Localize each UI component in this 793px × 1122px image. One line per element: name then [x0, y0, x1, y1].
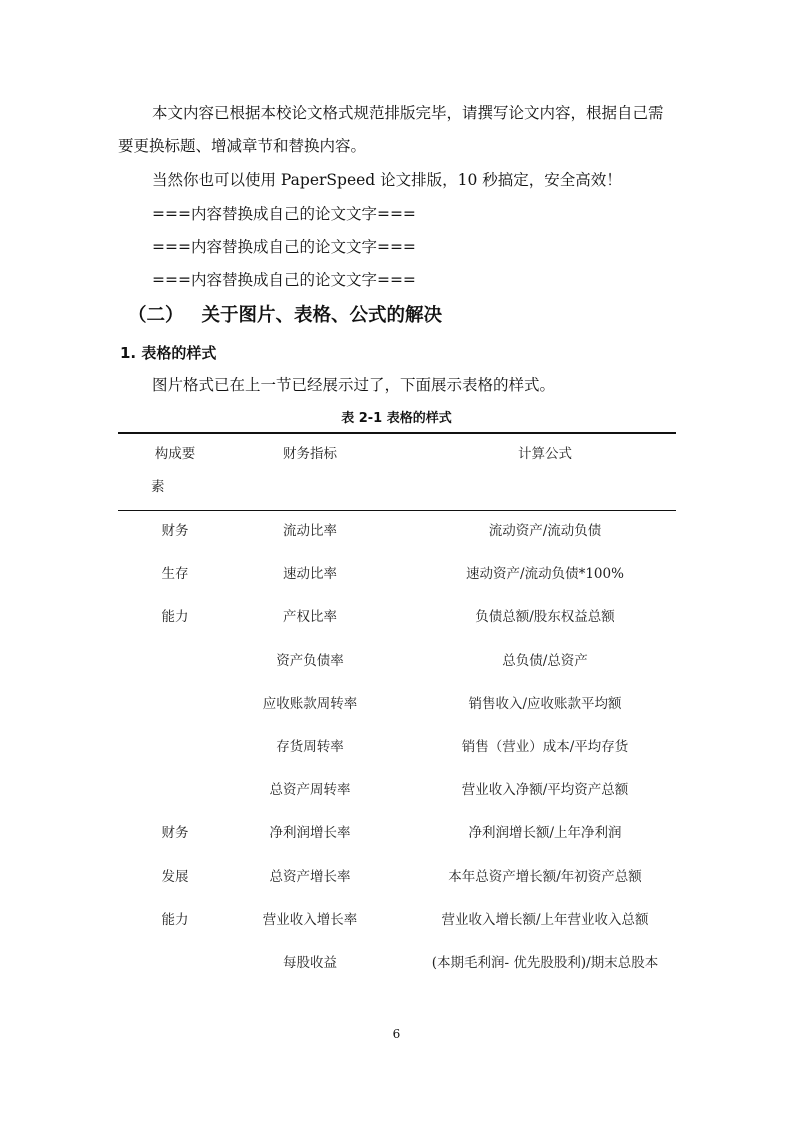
- group-cell: 能力: [161, 912, 189, 928]
- header-component-line1: 构成要: [154, 446, 196, 462]
- metric-cell: 流动比率: [283, 523, 337, 539]
- formula-cell: 营业收入增长额/上年营业收入总额: [441, 912, 649, 928]
- formula-cell: 负债总额/股东权益总额: [475, 609, 615, 625]
- group-cell: 生存: [161, 566, 189, 582]
- subsection-heading: 1. 表格的样式: [120, 344, 217, 362]
- metric-cell: 总资产周转率: [269, 782, 351, 798]
- header-metric: 财务指标: [283, 446, 337, 462]
- group-cell: 财务: [161, 825, 189, 841]
- body-paragraph: 图片格式已在上一节已经展示过了，下面展示表格的样式。: [152, 376, 556, 394]
- placeholder-line-3: ===内容替换成自己的论文文字===: [152, 271, 416, 289]
- formula-cell: 营业收入净额/平均资产总额: [461, 782, 629, 798]
- intro-line-3: 当然你也可以使用 PaperSpeed 论文排版，10 秒搞定，安全高效！: [152, 171, 622, 189]
- metric-cell: 总资产增长率: [269, 869, 351, 885]
- section-title: 关于图片、表格、公式的解决: [201, 305, 443, 326]
- table-header-rule: [118, 510, 676, 511]
- formula-cell: 本年总资产增长额/年初资产总额: [448, 869, 642, 885]
- formula-cell: 销售收入/应收账款平均额: [468, 696, 622, 712]
- formula-cell: 总负债/总资产: [502, 653, 588, 669]
- metric-cell: 存货周转率: [276, 739, 344, 755]
- metric-cell: 速动比率: [283, 566, 337, 582]
- section-heading: [128, 301, 442, 327]
- metric-cell: 每股收益: [283, 955, 337, 971]
- formula-cell: 净利润增长额/上年净利润: [468, 825, 622, 841]
- table-top-rule: [118, 432, 676, 434]
- section-number: （二）: [128, 305, 184, 326]
- intro-line-2: 要更换标题、增减章节和替换内容。: [118, 137, 367, 155]
- formula-cell: 销售（营业）成本/平均存货: [461, 739, 629, 755]
- group-cell: 财务: [161, 523, 189, 539]
- group-cell: 能力: [161, 609, 189, 625]
- metric-cell: 营业收入增长率: [262, 912, 358, 928]
- placeholder-line-1: ===内容替换成自己的论文文字===: [152, 205, 416, 223]
- page-number: 6: [392, 1027, 401, 1041]
- formula-cell: 流动资产/流动负债: [488, 523, 602, 539]
- metric-cell: 净利润增长率: [269, 825, 351, 841]
- metric-cell: 资产负债率: [276, 653, 344, 669]
- table-caption: 表 2-1 表格的样式: [341, 411, 452, 426]
- metric-cell: 应收账款周转率: [262, 696, 358, 712]
- header-formula: 计算公式: [518, 446, 572, 462]
- formula-cell: 速动资产/流动负债*100%: [466, 566, 624, 582]
- placeholder-line-2: ===内容替换成自己的论文文字===: [152, 238, 416, 256]
- group-cell: 发展: [161, 869, 189, 885]
- metric-cell: 产权比率: [283, 609, 337, 625]
- header-component-line2: 素: [151, 479, 165, 495]
- intro-line-1: 本文内容已根据本校论文格式规范排版完毕，请撰写论文内容，根据自己需: [152, 104, 664, 122]
- formula-cell: (本期毛利润- 优先股股利)/期末总股本: [431, 955, 659, 971]
